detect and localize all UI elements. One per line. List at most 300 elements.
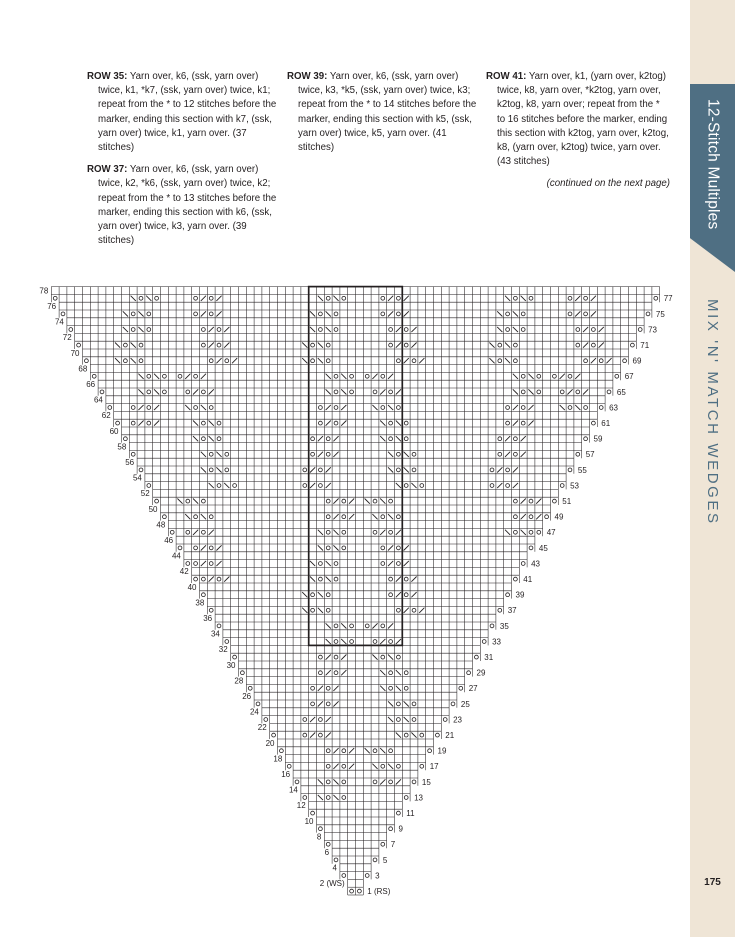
yarn-over-symbol (334, 624, 338, 628)
yarn-over-symbol (490, 624, 494, 628)
yarn-over-symbol (217, 328, 221, 332)
yarn-over-symbol (381, 764, 385, 768)
row-label-right: 73 (648, 325, 658, 335)
k2tog-symbol (388, 296, 393, 301)
yarn-over-symbol (186, 499, 190, 503)
row-label: ROW 39: (287, 71, 328, 82)
row-label-right: 69 (632, 356, 642, 366)
yarn-over-symbol (404, 437, 408, 441)
row-label: ROW 37: (87, 164, 128, 176)
yarn-over-symbol (381, 406, 385, 410)
ssk-symbol (388, 655, 393, 660)
row-label-left: 6 (324, 848, 330, 857)
ssk-symbol (138, 389, 143, 394)
yarn-over-symbol (350, 374, 354, 378)
row-label-right: 39 (515, 590, 525, 600)
yarn-over-symbol (202, 437, 206, 441)
yarn-over-symbol (584, 359, 588, 363)
k2tog-symbol (326, 467, 331, 472)
k2tog-symbol (380, 530, 385, 535)
ssk-symbol (302, 608, 307, 613)
k2tog-symbol (209, 577, 214, 582)
row-label-right: 3 (375, 871, 380, 881)
ssk-symbol (154, 374, 159, 379)
yarn-over-symbol (334, 312, 338, 316)
yarn-over-symbol (131, 312, 135, 316)
ssk-symbol (388, 467, 393, 472)
yarn-over-symbol (615, 374, 619, 378)
k2tog-symbol (333, 514, 338, 519)
yarn-over-symbol (404, 796, 408, 800)
section-label: MIX 'N' MATCH WEDGES (704, 298, 721, 526)
row-label-left: 78 (39, 286, 49, 296)
k2tog-symbol (505, 436, 510, 441)
yarn-over-symbol (209, 608, 213, 612)
yarn-over-symbol (194, 515, 198, 519)
k2tog-symbol (583, 343, 588, 348)
yarn-over-symbol (514, 452, 518, 456)
k2tog-symbol (513, 405, 518, 410)
k2tog-symbol (396, 577, 401, 582)
row-label-right: 13 (414, 793, 424, 803)
k2tog-symbol (333, 436, 338, 441)
ssk-symbol (505, 358, 510, 363)
yarn-over-symbol (303, 718, 307, 722)
ssk-symbol (411, 483, 416, 488)
yarn-over-symbol (186, 562, 190, 566)
yarn-over-symbol (202, 499, 206, 503)
ssk-symbol (216, 452, 221, 457)
ssk-symbol (505, 530, 510, 535)
k2tog-symbol (224, 343, 229, 348)
yarn-over-symbol (311, 686, 315, 690)
ssk-symbol (521, 530, 526, 535)
k2tog-symbol (591, 296, 596, 301)
k2tog-symbol (404, 545, 409, 550)
row-label-left: 72 (62, 333, 72, 343)
row-label-left: 56 (125, 458, 135, 467)
yarn-over-symbol (521, 374, 525, 378)
yarn-over-symbol (537, 390, 541, 394)
yarn-over-symbol (397, 702, 401, 706)
yarn-over-symbol (560, 484, 564, 488)
yarn-over-symbol (334, 858, 338, 862)
yarn-over-symbol (389, 640, 393, 644)
yarn-over-symbol (389, 343, 393, 347)
k2tog-symbol (209, 389, 214, 394)
ssk-symbol (209, 421, 214, 426)
ssk-symbol (380, 499, 385, 504)
row-label-left: 32 (218, 645, 228, 655)
k2tog-symbol (396, 779, 401, 784)
yarn-over-symbol (334, 671, 338, 675)
ssk-symbol (404, 717, 409, 722)
k2tog-symbol (224, 327, 229, 332)
ssk-symbol (365, 748, 370, 753)
k2tog-symbol (216, 545, 221, 550)
yarn-over-symbol (209, 562, 213, 566)
yarn-over-symbol (124, 359, 128, 363)
row-label-right: 19 (437, 746, 447, 756)
yarn-over-symbol (280, 749, 284, 753)
yarn-over-symbol (92, 374, 96, 378)
k2tog-symbol (497, 483, 502, 488)
row-label: ROW 35: (87, 71, 128, 82)
yarn-over-symbol (381, 562, 385, 566)
yarn-over-symbol (514, 343, 518, 347)
ssk-symbol (341, 389, 346, 394)
k2tog-symbol (575, 296, 580, 301)
yarn-over-symbol (342, 546, 346, 550)
k2tog-symbol (326, 483, 331, 488)
ssk-symbol (396, 733, 401, 738)
k2tog-symbol (193, 389, 198, 394)
yarn-over-symbol (311, 437, 315, 441)
yarn-over-symbol (373, 390, 377, 394)
yarn-over-symbol (225, 468, 229, 472)
k2tog-symbol (380, 779, 385, 784)
yarn-over-symbol (576, 343, 580, 347)
k2tog-symbol (606, 358, 611, 363)
yarn-over-symbol (233, 484, 237, 488)
k2tog-symbol (396, 327, 401, 332)
yarn-over-symbol (163, 374, 167, 378)
row-label-right: 11 (406, 809, 415, 818)
yarn-over-symbol (326, 593, 330, 597)
yarn-over-symbol (147, 312, 151, 316)
yarn-over-symbol (194, 406, 198, 410)
k2tog-symbol (333, 748, 338, 753)
yarn-over-symbol (521, 421, 525, 425)
yarn-over-symbol (209, 452, 213, 456)
yarn-over-symbol (311, 452, 315, 456)
row-label-right: 65 (616, 387, 626, 397)
yarn-over-symbol (498, 359, 502, 363)
k2tog-symbol (411, 577, 416, 582)
yarn-over-symbol (319, 655, 323, 659)
k2tog-symbol (404, 358, 409, 363)
yarn-over-symbol (178, 374, 182, 378)
yarn-over-symbol (326, 296, 330, 300)
yarn-over-symbol (209, 546, 213, 550)
yarn-over-symbol (326, 499, 330, 503)
row-label-left: 16 (281, 770, 291, 779)
yarn-over-symbol (342, 796, 346, 800)
tab-label: 12-Stitch Multiples (704, 98, 722, 230)
yarn-over-symbol (334, 406, 338, 410)
yarn-over-symbol (139, 359, 143, 363)
yarn-over-symbol (404, 343, 408, 347)
yarn-over-symbol (412, 780, 416, 784)
row-label-left: 48 (156, 520, 166, 530)
ssk-symbol (318, 592, 323, 597)
yarn-over-symbol (428, 749, 432, 753)
yarn-over-symbol (521, 562, 525, 566)
ssk-symbol (365, 499, 370, 504)
ssk-symbol (138, 311, 143, 316)
k2tog-symbol (333, 452, 338, 457)
yarn-over-symbol (217, 624, 221, 628)
k2tog-symbol (326, 670, 331, 675)
yarn-over-symbol (389, 390, 393, 394)
ssk-symbol (560, 405, 565, 410)
yarn-over-symbol (397, 764, 401, 768)
yarn-over-symbol (147, 328, 151, 332)
ssk-symbol (115, 343, 120, 348)
row-label-left: 20 (265, 738, 275, 748)
k2tog-symbol (318, 686, 323, 691)
k2tog-symbol (404, 296, 409, 301)
yarn-over-symbol (420, 764, 424, 768)
yarn-over-symbol (506, 406, 510, 410)
yarn-over-symbol (506, 593, 510, 597)
ssk-symbol (201, 467, 206, 472)
yarn-over-symbol (381, 296, 385, 300)
k2tog-symbol (521, 452, 526, 457)
yarn-over-symbol (209, 312, 213, 316)
k2tog-symbol (138, 405, 143, 410)
k2tog-symbol (326, 405, 331, 410)
k2tog-symbol (318, 452, 323, 457)
ssk-symbol (372, 655, 377, 660)
k2tog-symbol (201, 561, 206, 566)
row-label-left: 40 (187, 582, 197, 592)
yarn-over-symbol (77, 343, 81, 347)
row-label-left: 64 (93, 395, 103, 405)
ssk-symbol (388, 764, 393, 769)
k2tog-symbol (411, 592, 416, 597)
ssk-symbol (326, 374, 331, 379)
row-label-right: 63 (609, 403, 619, 413)
yarn-over-symbol (225, 359, 229, 363)
yarn-over-symbol (568, 406, 572, 410)
ssk-symbol (318, 530, 323, 535)
yarn-over-symbol (404, 686, 408, 690)
yarn-over-symbol (69, 328, 73, 332)
yarn-over-symbol (202, 593, 206, 597)
yarn-over-symbol (319, 406, 323, 410)
yarn-over-symbol (592, 421, 596, 425)
yarn-over-symbol (412, 608, 416, 612)
k2tog-symbol (216, 561, 221, 566)
yarn-over-symbol (506, 484, 510, 488)
row-text: Yarn over, k6, (ssk, yarn over) twice, k1, *k7, (ssk, yarn over) twice, k1; repeat from the * to 12 stitches before the marker, ending this section with k7, (ssk, yarn over) twice, k1, yarn over. (37 stitches) (98, 71, 277, 154)
ssk-symbol (209, 436, 214, 441)
ssk-symbol (326, 561, 331, 566)
row-label-left: 66 (86, 380, 96, 389)
yarn-over-symbol (404, 328, 408, 332)
row-label-left: 14 (288, 785, 298, 795)
k2tog-symbol (396, 639, 401, 644)
yarn-over-symbol (194, 546, 198, 550)
row-label-left: 54 (132, 473, 142, 483)
yarn-over-symbol (342, 515, 346, 519)
yarn-over-symbol (131, 328, 135, 332)
yarn-over-symbol (131, 452, 135, 456)
yarn-over-symbol (124, 437, 128, 441)
ssk-symbol (380, 436, 385, 441)
yarn-over-symbol (194, 577, 198, 581)
ssk-symbol (115, 358, 120, 363)
k2tog-symbol (209, 343, 214, 348)
k2tog-symbol (154, 405, 159, 410)
yarn-over-symbol (389, 530, 393, 534)
row-label-right: 43 (531, 559, 541, 569)
yarn-over-symbol (334, 655, 338, 659)
yarn-over-symbol (248, 686, 252, 690)
yarn-over-symbol (397, 655, 401, 659)
yarn-over-symbol (326, 515, 330, 519)
row-label-left: 30 (226, 660, 236, 670)
k2tog-symbol (388, 311, 393, 316)
yarn-over-symbol (334, 374, 338, 378)
yarn-over-symbol (303, 796, 307, 800)
row-label-right: 23 (453, 715, 463, 725)
ssk-symbol (302, 343, 307, 348)
yarn-over-symbol (334, 421, 338, 425)
yarn-over-symbol (412, 702, 416, 706)
ssk-symbol (326, 577, 331, 582)
yarn-over-symbol (147, 421, 151, 425)
k2tog-symbol (310, 733, 315, 738)
ssk-symbol (489, 343, 494, 348)
ssk-symbol (380, 421, 385, 426)
k2tog-symbol (333, 701, 338, 706)
k2tog-symbol (209, 530, 214, 535)
yarn-over-symbol (404, 671, 408, 675)
yarn-over-symbol (342, 764, 346, 768)
row-label-right: 7 (390, 840, 396, 850)
row-label-right: 15 (421, 777, 431, 787)
k2tog-symbol (185, 374, 190, 379)
yarn-over-symbol (217, 421, 221, 425)
k2tog-symbol (216, 311, 221, 316)
k2tog-symbol (567, 389, 572, 394)
yarn-over-symbol (256, 702, 260, 706)
yarn-over-symbol (108, 406, 112, 410)
k2tog-symbol (528, 405, 533, 410)
row-label-left: 18 (273, 754, 283, 764)
yarn-over-symbol (397, 468, 401, 472)
row-label-right: 61 (601, 419, 611, 428)
k2tog-symbol (341, 421, 346, 426)
yarn-over-symbol (326, 452, 330, 456)
row-label-right: 53 (570, 481, 580, 491)
row-label-right: 35 (499, 621, 509, 631)
ssk-symbol (310, 561, 315, 566)
yarn-over-symbol (451, 702, 455, 706)
ssk-symbol (138, 374, 143, 379)
ssk-symbol (497, 327, 502, 332)
yarn-over-symbol (319, 484, 323, 488)
yarn-over-symbol (412, 452, 416, 456)
yarn-over-symbol (319, 733, 323, 737)
yarn-over-symbol (389, 499, 393, 503)
yarn-over-symbol (521, 406, 525, 410)
yarn-over-symbol (209, 296, 213, 300)
yarn-over-symbol (381, 312, 385, 316)
ssk-symbol (193, 436, 198, 441)
section-label-wrap (690, 292, 735, 532)
row-label-right: 27 (468, 684, 478, 694)
yarn-over-symbol (272, 733, 276, 737)
yarn-over-symbol (404, 577, 408, 581)
k2tog-symbol (396, 592, 401, 597)
yarn-over-symbol (514, 296, 518, 300)
ssk-symbol (404, 467, 409, 472)
yarn-over-symbol (514, 577, 518, 581)
row-label-left: 10 (304, 816, 314, 826)
k2tog-symbol (201, 374, 206, 379)
row-label-left: 38 (195, 598, 205, 608)
row-label-left: 26 (242, 692, 252, 701)
yarn-over-symbol (326, 359, 330, 363)
yarn-over-symbol (529, 296, 533, 300)
yarn-over-symbol (576, 452, 580, 456)
row-label-left: 50 (148, 504, 158, 514)
row-text: Yarn over, k6, (ssk, yarn over) twice, k3, *k5, (ssk, yarn over) twice, k3; repeat from the * to 14 stitches before the marker, ending this section with k5, (ssk, yarn over) twice, k5, yarn over. (41 stitches) (298, 71, 477, 154)
k2tog-symbol (388, 374, 393, 379)
yarn-over-symbol (420, 733, 424, 737)
yarn-over-symbol (623, 359, 627, 363)
yarn-over-symbol (53, 296, 57, 300)
yarn-over-symbol (303, 733, 307, 737)
yarn-over-symbol (209, 359, 213, 363)
row-label-right: 47 (546, 528, 556, 538)
k2tog-symbol (341, 670, 346, 675)
yarn-over-symbol (202, 577, 206, 581)
k2tog-symbol (521, 499, 526, 504)
k2tog-symbol (388, 561, 393, 566)
ssk-symbol (489, 358, 494, 363)
yarn-over-symbol (358, 889, 362, 893)
yarn-over-symbol (584, 296, 588, 300)
k2tog-symbol (318, 701, 323, 706)
row-label-right: 59 (593, 434, 603, 444)
yarn-over-symbol (326, 437, 330, 441)
ssk-symbol (310, 327, 315, 332)
yarn-over-symbol (389, 780, 393, 784)
row-label-right: 31 (484, 653, 494, 662)
yarn-over-symbol (350, 640, 354, 644)
yarn-over-symbol (209, 468, 213, 472)
yarn-over-symbol (529, 499, 533, 503)
tab-label-wrap (690, 84, 735, 244)
k2tog-symbol (599, 327, 604, 332)
k2tog-symbol (372, 374, 377, 379)
yarn-over-symbol (217, 577, 221, 581)
yarn-over-symbol (381, 655, 385, 659)
k2tog-symbol (513, 467, 518, 472)
ssk-symbol (528, 389, 533, 394)
yarn-over-symbol (404, 593, 408, 597)
yarn-over-symbol (194, 312, 198, 316)
ssk-symbol (131, 358, 136, 363)
yarn-over-symbol (334, 577, 338, 581)
ssk-symbol (326, 311, 331, 316)
k2tog-symbol (560, 374, 565, 379)
yarn-over-symbol (412, 718, 416, 722)
ssk-symbol (341, 639, 346, 644)
yarn-over-symbol (365, 374, 369, 378)
yarn-over-symbol (475, 655, 479, 659)
yarn-over-symbol (303, 484, 307, 488)
k2tog-symbol (310, 717, 315, 722)
yarn-over-symbol (553, 374, 557, 378)
row-label-left: 58 (117, 442, 127, 452)
row-label-right: 55 (577, 465, 587, 475)
k2tog-symbol (591, 358, 596, 363)
